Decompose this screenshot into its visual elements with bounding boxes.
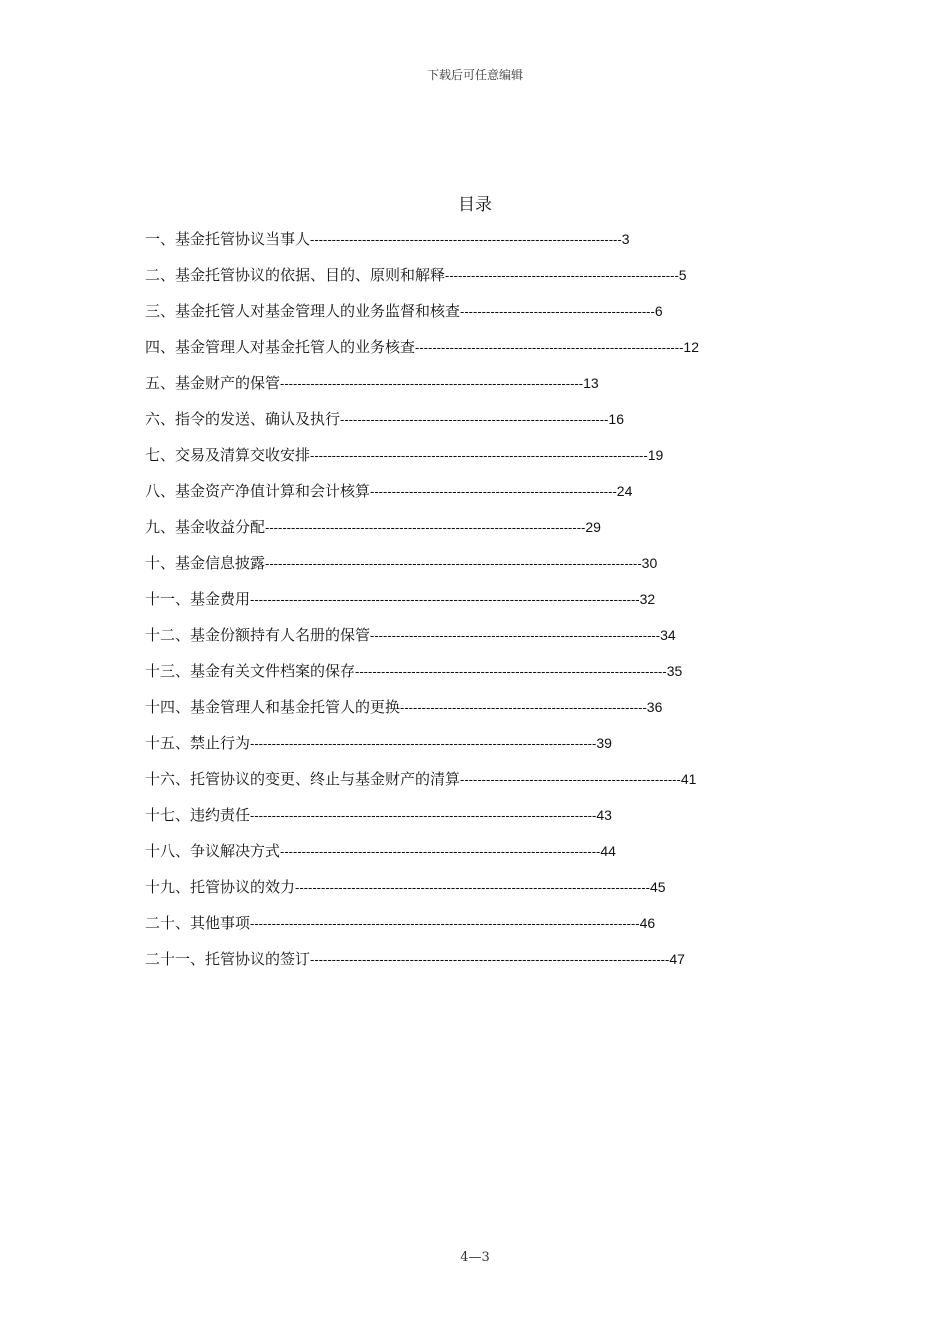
toc-entry-page: 44 <box>600 843 616 859</box>
toc-entry-leader: --------------------------------------------------------- <box>400 700 647 715</box>
toc-entry[interactable] <box>145 226 805 262</box>
toc-entry-label: 五、基金财产的保管 <box>145 374 281 392</box>
toc-entry-page: 30 <box>641 555 658 571</box>
toc-entry-label: 十三、基金有关文件档案的保存 <box>145 662 356 680</box>
toc-entry[interactable] <box>145 730 805 766</box>
toc-entry-leader: -------------------------------------------------------------------------------- <box>250 736 597 751</box>
toc-entry-page: 13 <box>583 375 599 391</box>
toc-entry[interactable] <box>145 802 805 838</box>
toc-entry-page: 29 <box>585 519 601 535</box>
toc-entry-label: 十六、托管协议的变更、终止与基金财产的清算 <box>145 770 461 788</box>
toc-entry-page: 19 <box>647 447 664 463</box>
toc-entry[interactable] <box>145 514 805 550</box>
toc-entry-label: 二十一、托管协议的签订 <box>145 950 311 968</box>
toc-entry[interactable] <box>145 334 805 370</box>
toc-entry-leader: --------------------------------------------------------- <box>370 484 617 499</box>
toc-entry-leader: ------------------------------------------------------------------------ <box>355 664 667 679</box>
header-note: 下载后可任意编辑 <box>426 68 523 82</box>
toc-entry-page: 39 <box>596 735 612 751</box>
toc-entry[interactable] <box>145 478 805 514</box>
toc-entry-label: 十五、禁止行为 <box>145 734 251 752</box>
toc-entry[interactable] <box>145 550 805 586</box>
toc-entry-page: 43 <box>596 807 612 823</box>
toc-entry-page: 32 <box>639 591 656 607</box>
toc-entry-label: 一、基金托管协议当事人 <box>145 230 311 248</box>
toc-entry-label: 二十、其他事项 <box>145 914 251 932</box>
toc-entry-page: 41 <box>680 771 697 787</box>
toc-entry-leader: -------------------------------------------------------------------------------- <box>250 808 597 823</box>
toc-entry[interactable] <box>145 370 805 406</box>
toc-entry-label: 十七、违约责任 <box>145 806 251 824</box>
toc-entry-page: 16 <box>608 411 624 427</box>
toc-entry-page: 47 <box>669 951 685 967</box>
toc-entry[interactable] <box>145 406 805 442</box>
toc-entry-leader: -------------------------------------------------------------------------- <box>265 520 586 535</box>
toc-entry[interactable] <box>145 946 805 982</box>
toc-entry[interactable] <box>145 658 805 694</box>
toc-entry-page: 5 <box>678 267 687 283</box>
toc-entry[interactable] <box>145 622 805 658</box>
toc-entry-label: 七、交易及清算交收安排 <box>145 446 311 464</box>
toc-entry-label: 十、基金信息披露 <box>145 554 266 572</box>
toc-entry-page: 45 <box>650 879 666 895</box>
toc-entry-page: 36 <box>646 699 663 715</box>
toc-entry-leader: ------------------------------------------------------------------------ <box>310 232 622 247</box>
toc-entry-label: 九、基金收益分配 <box>145 518 266 536</box>
toc-entry-label: 二、基金托管协议的依据、目的、原则和解释 <box>145 266 446 284</box>
toc-entry-page: 46 <box>639 915 656 931</box>
toc-entry-label: 十八、争议解决方式 <box>145 842 281 860</box>
toc-entry-leader: --------------------------------------------- <box>460 304 655 319</box>
toc-entry-leader: ------------------------------------------------------ <box>445 268 679 283</box>
toc-entry-leader: ---------------------------------------------------------------------------------- <box>295 880 651 895</box>
toc-entry-label: 三、基金托管人对基金管理人的业务监督和核查 <box>145 302 461 320</box>
toc-entry-leader: ------------------------------------------------------------------------------------------ <box>250 916 640 931</box>
footer-page-number: 4—3 <box>460 1250 490 1265</box>
toc-entry-label: 十二、基金份额持有人名册的保管 <box>145 626 371 644</box>
toc-entry-leader: ----------------------------------------------------------------------------------- <box>310 952 670 967</box>
toc-title: 目录 <box>458 195 492 215</box>
toc-entry[interactable] <box>145 442 805 478</box>
toc-entry[interactable] <box>145 766 805 802</box>
toc-entry[interactable] <box>145 262 805 298</box>
toc-entry[interactable] <box>145 838 805 874</box>
toc-entry-leader: --------------------------------------------------------------------------------------- <box>265 556 642 571</box>
table-of-contents <box>145 226 805 982</box>
toc-entry-label: 十九、托管协议的效力 <box>145 878 296 896</box>
toc-entry-page: 6 <box>654 303 663 319</box>
toc-entry-leader: ------------------------------------------------------------------------------------------ <box>250 592 640 607</box>
toc-entry-leader: ------------------------------------------------------------------------------ <box>310 448 648 463</box>
toc-entry-page: 3 <box>621 231 630 247</box>
toc-entry-label: 四、基金管理人对基金托管人的业务核查 <box>145 338 416 356</box>
toc-entry[interactable] <box>145 298 805 334</box>
toc-entry[interactable] <box>145 874 805 910</box>
toc-entry-label: 六、指令的发送、确认及执行 <box>145 410 341 428</box>
toc-entry-label: 八、基金资产净值计算和会计核算 <box>145 482 371 500</box>
toc-entry-page: 24 <box>616 483 633 499</box>
toc-entry-label: 十一、基金费用 <box>145 590 251 608</box>
toc-entry[interactable] <box>145 694 805 730</box>
toc-entry-leader: -------------------------------------------------------------- <box>340 412 609 427</box>
toc-entry-leader: -------------------------------------------------------------- <box>415 340 684 355</box>
toc-entry-page: 34 <box>660 627 676 643</box>
toc-entry-leader: -------------------------------------------------------------------------- <box>280 844 601 859</box>
toc-entry[interactable] <box>145 586 805 622</box>
toc-entry[interactable] <box>145 910 805 946</box>
toc-entry-page: 12 <box>683 339 699 355</box>
toc-entry-label: 十四、基金管理人和基金托管人的更换 <box>145 698 401 716</box>
toc-entry-leader: ---------------------------------------------------------------------- <box>280 376 584 391</box>
toc-entry-leader: --------------------------------------------------- <box>460 772 681 787</box>
toc-entry-page: 35 <box>666 663 683 679</box>
toc-entry-leader: ------------------------------------------------------------------- <box>370 628 661 643</box>
